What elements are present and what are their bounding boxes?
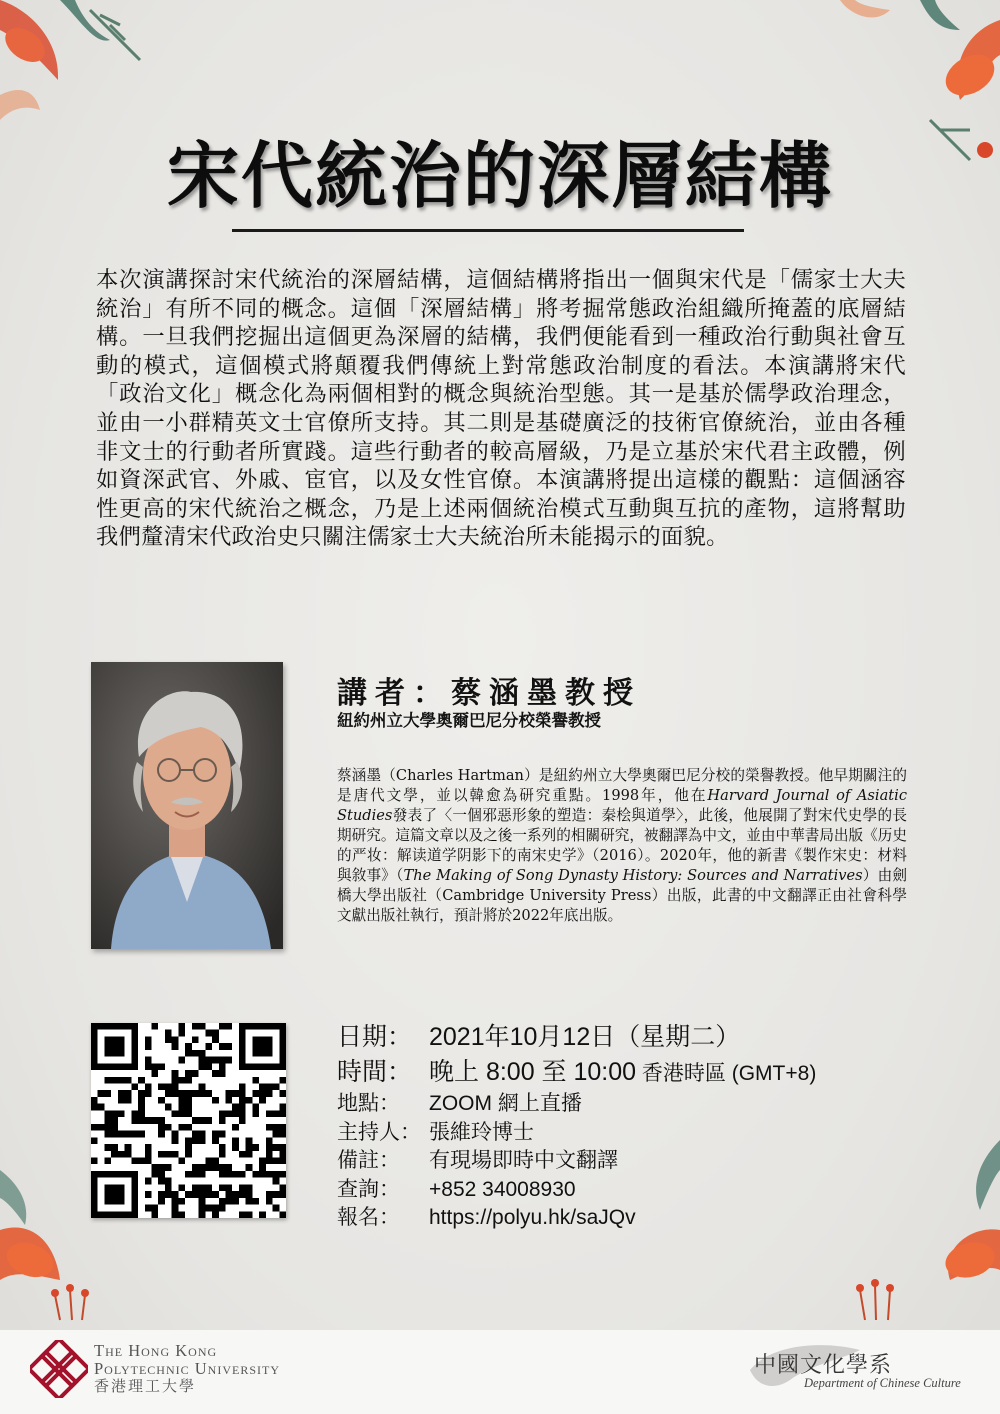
university-name-zh: 香港理工大學 [94, 1379, 197, 1395]
host-label: 主持人： [337, 1120, 421, 1144]
bio-segment: 蔡涵墨（Charles Hartman）是紐約州立大學奧爾巴尼分校的榮譽教授。他早期關注的是唐代文學，並以韓愈為研究重點。1998年，他在 [337, 767, 907, 804]
enquiry-phone[interactable]: +852 34008930 [429, 1177, 576, 1201]
host-value: 張維玲博士 [429, 1120, 534, 1144]
speaker-bio [337, 766, 907, 926]
venue-row [337, 1087, 816, 1116]
enquiry-row [337, 1173, 816, 1202]
register-label: 報名： [337, 1206, 400, 1229]
university-name-en-line2: Polytechnic University [94, 1359, 281, 1378]
venue-value: ZOOM 網上直播 [429, 1092, 582, 1115]
speaker-name: 蔡涵墨教授 [451, 676, 641, 711]
bio-segment: 發表了〈一個邪惡形象的塑造：秦桧與道學〉，此後，他展開了對宋代史學的長期研究。這篇文章以及之後一系列的相關研究，被翻譯為中文，並由中華書局出版《历史的严妆：解读道学阴影下的南宋史学》（2016）。2020年，他的新書《製作宋史：材料與敘事》（ [337, 807, 907, 884]
time-row [337, 1052, 816, 1087]
page-title: 宋代統治的深層結構 [166, 133, 833, 218]
date-value: 2021年10月12日（星期二） [429, 1023, 741, 1051]
university-name [94, 1342, 280, 1396]
department-name-en: Department of Chinese Culture [804, 1376, 961, 1390]
speaker-photo [91, 662, 283, 949]
date-label: 日期： [337, 1023, 413, 1051]
lecture-abstract: 本次演講探討宋代統治的深層結構，這個結構將指出一個與宋代是「儒家士大夫統治」有所不同的概念。這個「深層結構」將考掘常態政治組織所掩蓋的底層結構。一旦我們挖掘出這個更為深層的結構，我們便能看到一種政治行動與社會互動的模式，這個模式將顛覆我們傳統上對常態政治制度的看法。本演講將宋代「政治文化」概念化為兩個相對的概念與統治型態。其一是基於儒學政治理念，並由一小群精英文士官僚所支持。其二則是基礎廣泛的技術官僚統治，並由各種非文士的行動者所實踐。這些行動者的較高層級，乃是立基於宋代君主政體，例如資深武官、外戚、宦官，以及女性官僚。本演講將提出這樣的觀點：這個涵容性更高的宋代統治之概念，乃是上述兩個統治模式互動與互抗的產物，這將幫助我們釐清宋代政治史只關注儒家士大夫統治所未能揭示的面貌。 [96, 267, 906, 551]
polyu-logo-icon [30, 1340, 88, 1398]
title-divider [232, 229, 744, 232]
registration-qr-code[interactable] [91, 1023, 286, 1218]
time-value: 晚上 8:00 至 10:00 香港時區 (GMT+8) [429, 1058, 817, 1086]
floral-decoration-bottom-right [820, 1130, 1000, 1330]
speaker-heading [337, 668, 641, 712]
remark-label: 備註： [337, 1149, 400, 1172]
event-details [337, 1017, 816, 1230]
enquiry-label: 查詢： [337, 1177, 400, 1201]
host-row [337, 1116, 816, 1145]
university-name-en-line1: The Hong Kong [94, 1341, 218, 1360]
remark-value: 有現場即時中文翻譯 [429, 1149, 618, 1172]
bio-journal-title: Harvard Journal of Asiatic Studies [337, 787, 907, 824]
department-logo [750, 1340, 975, 1400]
speaker-label: 講者： [337, 676, 451, 711]
remark-row [337, 1144, 816, 1173]
register-link[interactable]: https://polyu.hk/saJQv [429, 1206, 636, 1229]
venue-label: 地點： [337, 1092, 400, 1115]
bio-segment: ）由劍橋大學出版社（Cambridge University Press）出版，此書的中文翻譯正由社會科學文獻出版社執行，預計將於2022年底出版。 [337, 867, 907, 924]
date-row [337, 1017, 816, 1052]
time-label: 時間： [337, 1058, 413, 1086]
register-row [337, 1201, 816, 1230]
bio-book-title: The Making of Song Dynasty History: Sources and Narratives [403, 867, 863, 884]
speaker-position: 紐約州立大學奧爾巴尼分校榮譽教授 [337, 711, 601, 730]
department-name-zh: 中國文化學系 [754, 1353, 893, 1378]
